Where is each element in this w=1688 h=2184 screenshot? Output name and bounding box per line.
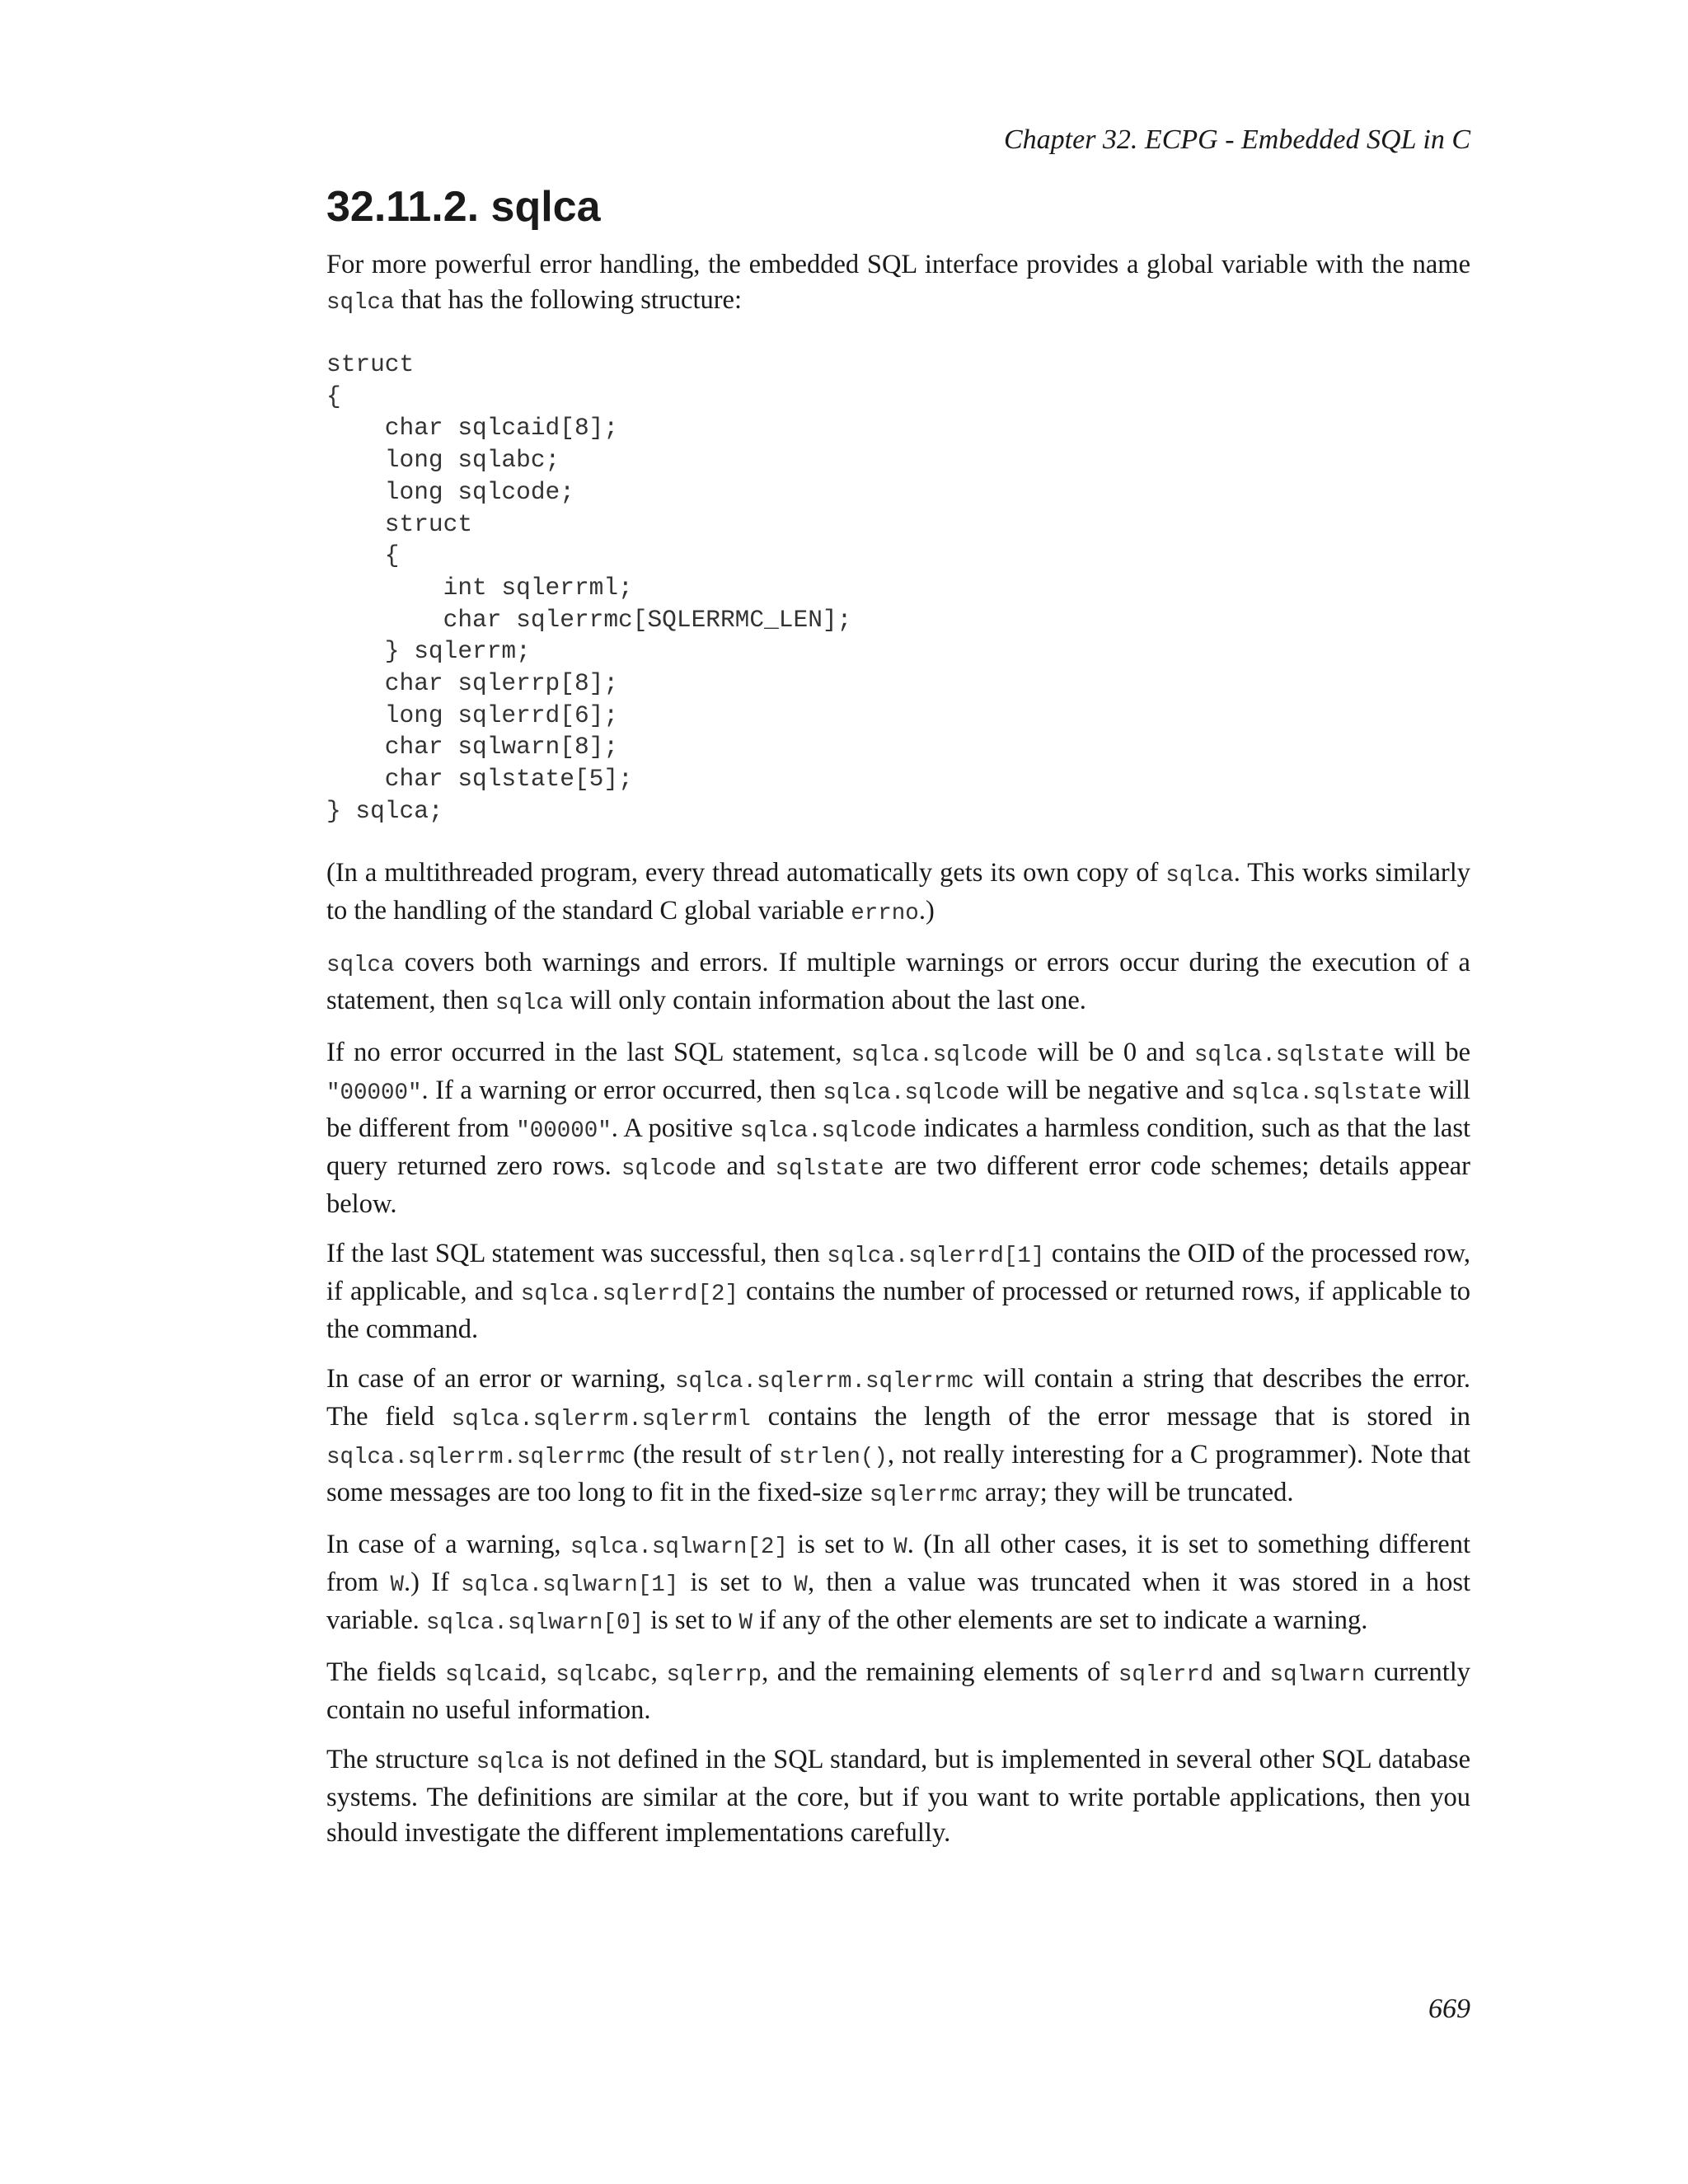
text-run: indicates a harmless condition, such as that the last query returned zero rows. — [326, 1113, 1471, 1181]
text-run: contains the OID of the processed row, if applicable, and — [326, 1238, 1470, 1306]
inline-code: sqlca — [326, 952, 395, 978]
text-run: and — [716, 1151, 776, 1181]
paragraph-portability — [326, 1742, 1470, 1851]
paragraph-sqlcode — [326, 1035, 1470, 1222]
inline-code: sqlcabc — [556, 1661, 651, 1688]
inline-code: sqlca.sqlstate — [1231, 1080, 1422, 1106]
inline-code: sqlca.sqlerrd[2] — [520, 1281, 738, 1307]
inline-code: sqlerrp — [666, 1661, 762, 1688]
inline-code: "00000" — [326, 1080, 422, 1106]
text-run: will be 0 and — [1028, 1037, 1194, 1067]
text-run: .) If — [403, 1567, 462, 1597]
running-header: Chapter 32. ECPG - Embedded SQL in C — [1003, 124, 1470, 155]
text-run: (In a multithreaded program, every thread automatically gets its own copy of — [326, 857, 1166, 888]
page-number: 669 — [1428, 1994, 1470, 2024]
inline-code: sqlca — [1165, 862, 1234, 888]
text-run: In case of a warning, — [326, 1529, 570, 1559]
text-run: , — [650, 1657, 667, 1687]
paragraph-sqlerrd — [326, 1236, 1470, 1347]
inline-code: sqlca.sqlwarn[2] — [570, 1534, 788, 1560]
text-run: will contain a string that describes the error. The field — [326, 1363, 1470, 1432]
inline-code: sqlca — [326, 290, 395, 316]
inline-code: sqlca — [476, 1749, 545, 1775]
paragraph-sqlwarn — [326, 1527, 1470, 1641]
inline-code: sqlca.sqlcode — [851, 1042, 1029, 1068]
text-run: and — [1213, 1657, 1270, 1687]
inline-code: sqlca — [495, 990, 564, 1016]
text-run: . A positive — [611, 1113, 740, 1143]
text-run: . (In all other cases, it is set to something different from — [326, 1529, 1470, 1597]
text-run: If no error occurred in the last SQL statement, — [326, 1037, 851, 1067]
inline-code: sqlca.sqlerrm.sqlerrmc — [326, 1444, 626, 1470]
text-run: The fields — [326, 1657, 445, 1687]
text-run: is not defined in the SQL standard, but is implemented in several other SQL database systems. The definitions are similar at the core, but if you want to write portable applications, then you should investigate the different implementations carefully. — [326, 1744, 1471, 1848]
text-run: , — [540, 1657, 556, 1687]
text-run: , not really interesting for a C programmer). Note that some messages are too long to fit in the fixed-size — [326, 1439, 1470, 1507]
text-run: is set to — [678, 1567, 795, 1597]
text-run: array; they will be truncated. — [978, 1477, 1294, 1507]
inline-code: sqlca.sqlerrm.sqlerrmc — [674, 1368, 975, 1394]
text-run: will be negative and — [999, 1075, 1231, 1105]
text-run: The structure — [326, 1744, 476, 1774]
inline-code: sqlstate — [775, 1155, 884, 1182]
inline-code: W — [390, 1572, 404, 1598]
text-run: is set to — [643, 1605, 739, 1635]
text-run: If the last SQL statement was successful, then — [326, 1238, 828, 1268]
text-run: will be different from — [326, 1075, 1470, 1143]
paragraph-intro — [326, 247, 1470, 321]
inline-code: sqlca.sqlwarn[1] — [461, 1572, 679, 1598]
text-run: For more powerful error handling, the embedded SQL interface provides a global variable with the name — [326, 250, 1470, 279]
paragraph-warnings-errors — [326, 945, 1470, 1021]
text-run: currently contain no useful information. — [326, 1657, 1470, 1725]
text-run: , then a value was truncated when it was stored in a host variable. — [326, 1567, 1471, 1635]
inline-code: sqlca.sqlcode — [739, 1118, 917, 1144]
text-run: contains the number of processed or returned rows, if applicable to the command. — [326, 1276, 1470, 1344]
code-listing: struct { char sqlcaid[8]; long sqlabc; long sqlcode; struct { int sqlerrml; char sqlerrmc[SQLERRMC_LEN]; } sqlerrm; char sqlerrp[8]; long sqlerrd[6]; char sqlwarn[8]; char sqlstate[5]; } sqlca; — [326, 350, 852, 825]
inline-code: strlen() — [778, 1444, 888, 1470]
text-run: are two different error code schemes; details appear below. — [326, 1151, 1470, 1219]
inline-code: sqlca.sqlstate — [1193, 1042, 1385, 1068]
text-run: In case of an error or warning, — [326, 1363, 675, 1394]
section-title: 32.11.2. sqlca — [326, 183, 601, 231]
paragraph-unused-fields — [326, 1655, 1470, 1728]
inline-code: sqlcode — [621, 1155, 717, 1182]
text-run: if any of the other elements are set to indicate a warning. — [753, 1605, 1368, 1635]
inline-code: sqlcaid — [444, 1661, 541, 1688]
text-run: (the result of — [626, 1439, 779, 1469]
inline-code: sqlca.sqlwarn[0] — [425, 1610, 644, 1636]
inline-code: sqlerrd — [1118, 1661, 1214, 1688]
inline-code: "00000" — [516, 1118, 612, 1144]
inline-code: sqlca.sqlerrm.sqlerrml — [451, 1406, 751, 1432]
text-run: , and the remaining elements of — [762, 1657, 1118, 1687]
inline-code: sqlwarn — [1269, 1661, 1366, 1688]
text-run: . This works similarly to the handling of the standard C global variable — [326, 857, 1470, 926]
inline-code: sqlerrmc — [869, 1482, 978, 1508]
text-run: .) — [918, 895, 935, 926]
text-run: is set to — [787, 1529, 894, 1559]
text-run: will be — [1384, 1037, 1470, 1067]
inline-code: sqlca.sqlerrd[1] — [827, 1243, 1045, 1269]
text-run: . If a warning or error occurred, then — [421, 1075, 823, 1105]
text-run: contains the length of the error message that is stored in — [750, 1401, 1470, 1432]
text-run: will only contain information about the last one. — [563, 985, 1086, 1015]
paragraph-multithreaded — [326, 855, 1470, 931]
inline-code: W — [794, 1572, 808, 1598]
text-run: that has the following structure: — [394, 285, 743, 315]
inline-code: sqlca.sqlcode — [823, 1080, 1000, 1106]
text-run: covers both warnings and errors. If multiple warnings or errors occur during the execution of a statement, then — [326, 947, 1470, 1015]
section-body — [326, 247, 1470, 1865]
inline-code: W — [738, 1610, 753, 1636]
inline-code: errno — [851, 900, 919, 926]
inline-code: W — [893, 1534, 907, 1560]
paragraph-sqlerrm — [326, 1361, 1470, 1513]
